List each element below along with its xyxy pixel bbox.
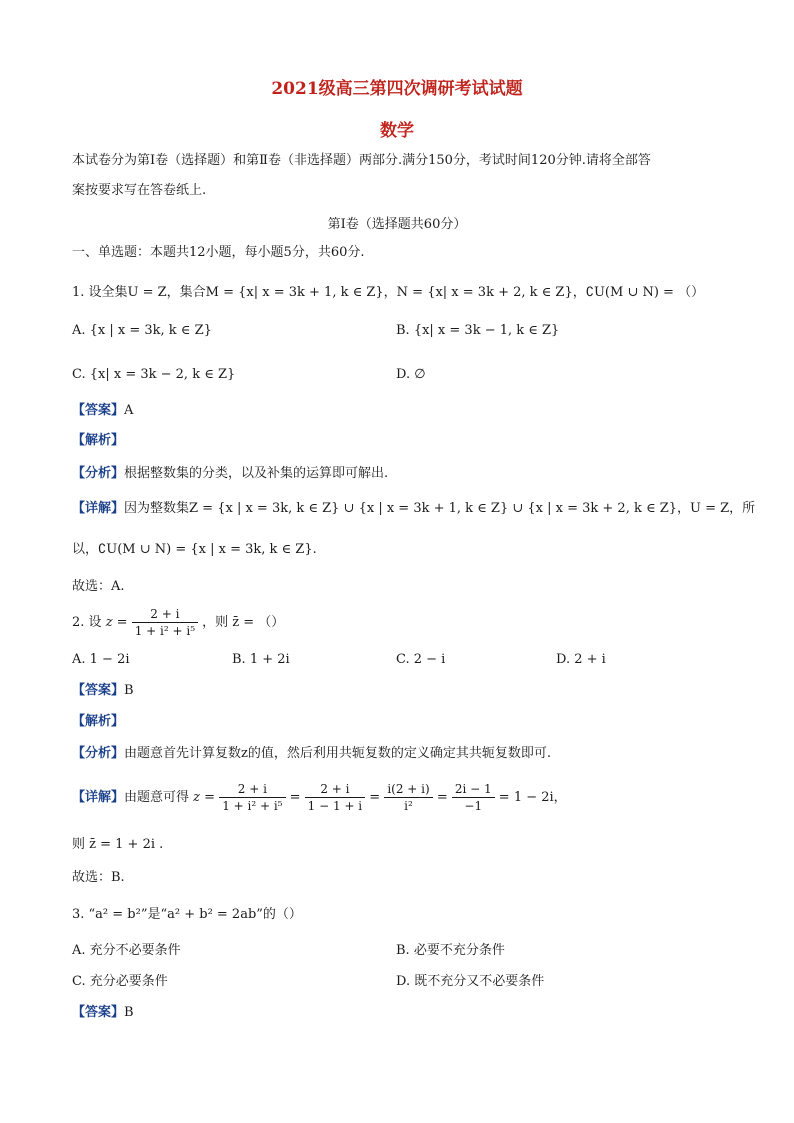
fenxi-text: 根据整数集的分类，以及补集的运算即可解出. [124,466,389,481]
q2-choice: 故选：B. [72,870,125,885]
detail-frac-3 [384,781,432,814]
q3-option-a: A. 充分不必要条件 [72,943,181,958]
detail-tag: 【详解】 [72,790,125,805]
q2-option-d: D. 2 + i [556,652,606,667]
q1-option-d: D. ∅ [396,367,426,382]
answer-value: B [124,683,134,698]
q2-z-eq: z = [105,615,128,630]
q2-frac-den: 1 + i² + i⁵ [134,624,196,638]
q3-option-b: B. 必要不充分条件 [396,943,505,958]
q1-choice: 故选：A. [72,579,125,594]
analysis-tag: 【解析】 [72,714,125,729]
q3-answer [72,1004,134,1022]
detail-prefix: 由题意可得 [124,790,190,805]
answer-tag: 【答案】 [72,683,125,698]
fenxi-tag: 【分析】 [72,466,125,481]
exam-title: 2021级高三第四次调研考试试题 [271,79,523,99]
q2-option-b: B. 1 + 2i [232,652,290,667]
intro-line-1: 本试卷分为第Ⅰ卷（选择题）和第Ⅱ卷（非选择题）两部分.满分150分，考试时间120分钟.请将全部答 [72,153,651,168]
q1-analysis [72,432,124,450]
detail-tag: 【详解】 [72,501,125,516]
q1-option-c: C. {x| x = 3k − 2, k ∈ Z} [72,367,236,382]
section-title: 第Ⅰ卷（选择题共60分） [327,217,467,232]
f2-num: 2 + i [305,781,365,798]
answer-value: A [124,403,134,418]
intro-line-2: 案按要求写在答卷纸上. [72,183,207,198]
f3-num: i(2 + i) [384,781,432,798]
q2-conjugate: 则 z̄ = 1 + 2i . [72,837,164,852]
detail-result: = 1 − 2i， [498,790,567,805]
q2-frac-num: 2 + i [132,606,198,623]
q2-analysis [72,713,124,731]
q3-stem: 3. “a² = b²”是“a² + b² = 2ab”的（） [72,907,302,922]
q2-fraction [132,606,198,639]
detail-text: 因为整数集Z = {x | x = 3k, k ∈ Z} ∪ {x | x = 3k + 1, k ∈ Z} ∪ {x | x = 3k + 2, k ∈ Z}，U = Z，所 [124,501,756,516]
answer-tag: 【答案】 [72,1005,125,1020]
q2-answer [72,682,134,700]
answer-tag: 【答案】 [72,403,125,418]
q1-stem: 1. 设全集U = Z，集合M = {x| x = 3k + 1, k ∈ Z}，N = {x| x = 3k + 2, k ∈ Z}，∁U(M ∪ N) = （） [72,285,705,300]
part-title: 一、单选题：本题共12小题，每小题5分，共60分. [72,245,365,260]
fenxi-tag: 【分析】 [72,746,125,761]
f1-num: 2 + i [219,781,285,798]
q1-answer [72,402,133,420]
analysis-tag: 【解析】 [72,433,125,448]
detail-frac-2 [305,781,365,814]
f4-num: 2i − 1 [452,781,495,798]
detail-frac-4 [452,781,495,814]
q1-fenxi [72,465,388,483]
f4-den: −1 [464,799,483,813]
q2-option-a: A. 1 − 2i [72,652,130,667]
subject-title: 数学 [380,121,414,141]
q3-option-d: D. 既不充分又不必要条件 [396,974,545,989]
q2-stem [72,604,284,642]
answer-value: B [124,1005,134,1020]
q3-option-c: C. 充分必要条件 [72,974,168,989]
q2-suffix: ，则 z̄ = （） [202,615,285,630]
f1-den: 1 + i² + i⁵ [222,799,283,813]
q1-detail [72,500,755,518]
f2-den: 1 − 1 + i [307,799,363,813]
q1-option-a: A. {x | x = 3k, k ∈ Z} [72,323,212,338]
q2-detail: 【详解】由题意可得 z = $\frac{2 + i}{\text{1 + i² + i⁵}}$ = $\frac{2 + i}{1 - 1 + i}$ = $\frac{i(2 + i)}{\text{i²}}$ = $\frac{2i - 1}{-1}$ = 1 − 2i， [72,782,567,813]
f3-den: i² [404,799,413,813]
q2-prefix: 2. 设 [72,615,102,630]
q2-option-c: C. 2 − i [396,652,446,667]
q1-option-b: B. {x| x = 3k − 1, k ∈ Z} [396,323,560,338]
detail-frac-1 [219,781,285,814]
q2-fenxi [72,745,551,763]
q1-detail-2: 以，∁U(M ∪ N) = {x | x = 3k, k ∈ Z}. [72,542,317,557]
fenxi-text: 由题意首先计算复数z的值，然后利用共轭复数的定义确定其共轭复数即可. [124,746,551,761]
